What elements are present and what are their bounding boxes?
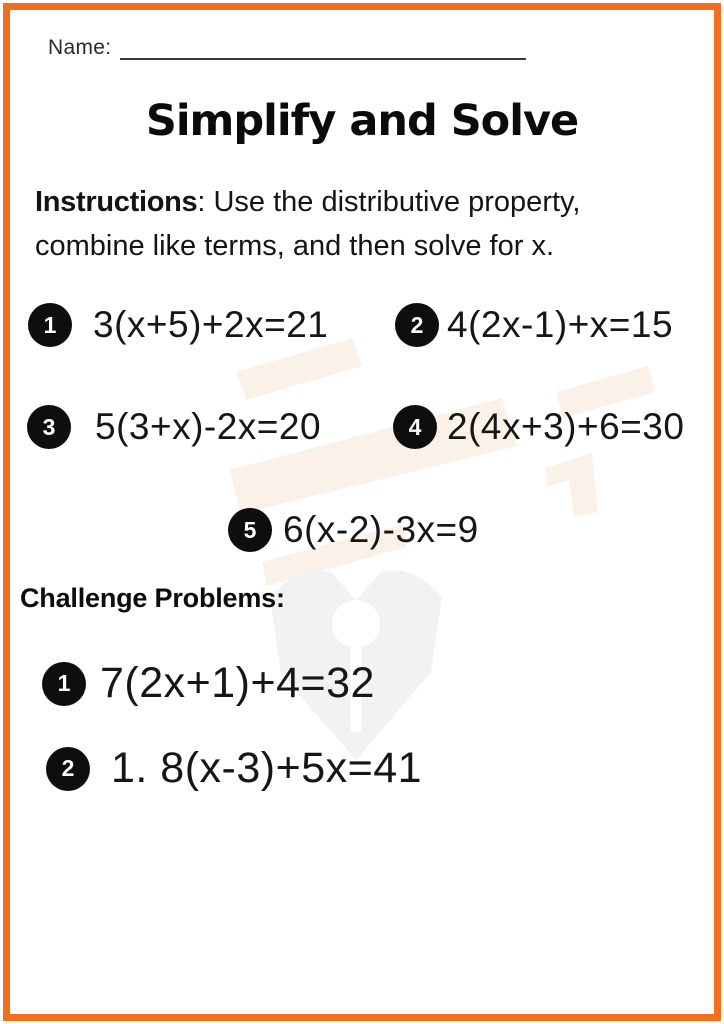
challenge-problem-2	[46, 744, 422, 793]
problem-4	[393, 405, 684, 449]
name-label: Name:	[48, 36, 112, 59]
problem-4-equation: 2(4x+3)+6=30	[447, 406, 685, 447]
problem-4-number-badge: 4	[393, 405, 437, 449]
challenge-problem-1	[42, 659, 375, 708]
problem-1	[28, 303, 328, 347]
challenge-problem-2-equation: 1. 8(x-3)+5x=41	[111, 744, 423, 792]
challenge-problem-2-number-badge: 2	[46, 747, 90, 791]
challenge-problem-1-equation: 7(2x+1)+4=32	[100, 659, 375, 707]
problem-1-number-badge: 1	[28, 303, 72, 347]
instructions-text	[35, 180, 695, 268]
problem-5	[228, 508, 479, 552]
challenge-problems-heading: Challenge Problems:	[20, 583, 285, 613]
name-row	[48, 36, 526, 60]
name-fill-in-line[interactable]	[120, 39, 526, 60]
instructions-label: Instructions	[35, 186, 198, 218]
problem-3-equation: 5(3+x)-2x=20	[95, 406, 322, 447]
problem-2-number-badge: 2	[395, 303, 439, 347]
problem-1-equation: 3(x+5)+2x=21	[93, 304, 329, 345]
problem-2	[395, 303, 673, 347]
instructions-line1: : Use the distributive property,	[197, 186, 581, 218]
problem-3-number-badge: 3	[27, 405, 71, 449]
challenge-problem-1-number-badge: 1	[42, 662, 86, 706]
problem-2-equation: 4(2x-1)+x=15	[447, 304, 674, 345]
problem-5-number-badge: 5	[228, 508, 272, 552]
page-title: Simplify and Solve	[145, 96, 579, 146]
instructions-line2: combine like terms, and then solve for x.	[35, 230, 555, 262]
problem-3	[27, 405, 321, 449]
problem-5-equation: 6(x-2)-3x=9	[283, 509, 479, 550]
